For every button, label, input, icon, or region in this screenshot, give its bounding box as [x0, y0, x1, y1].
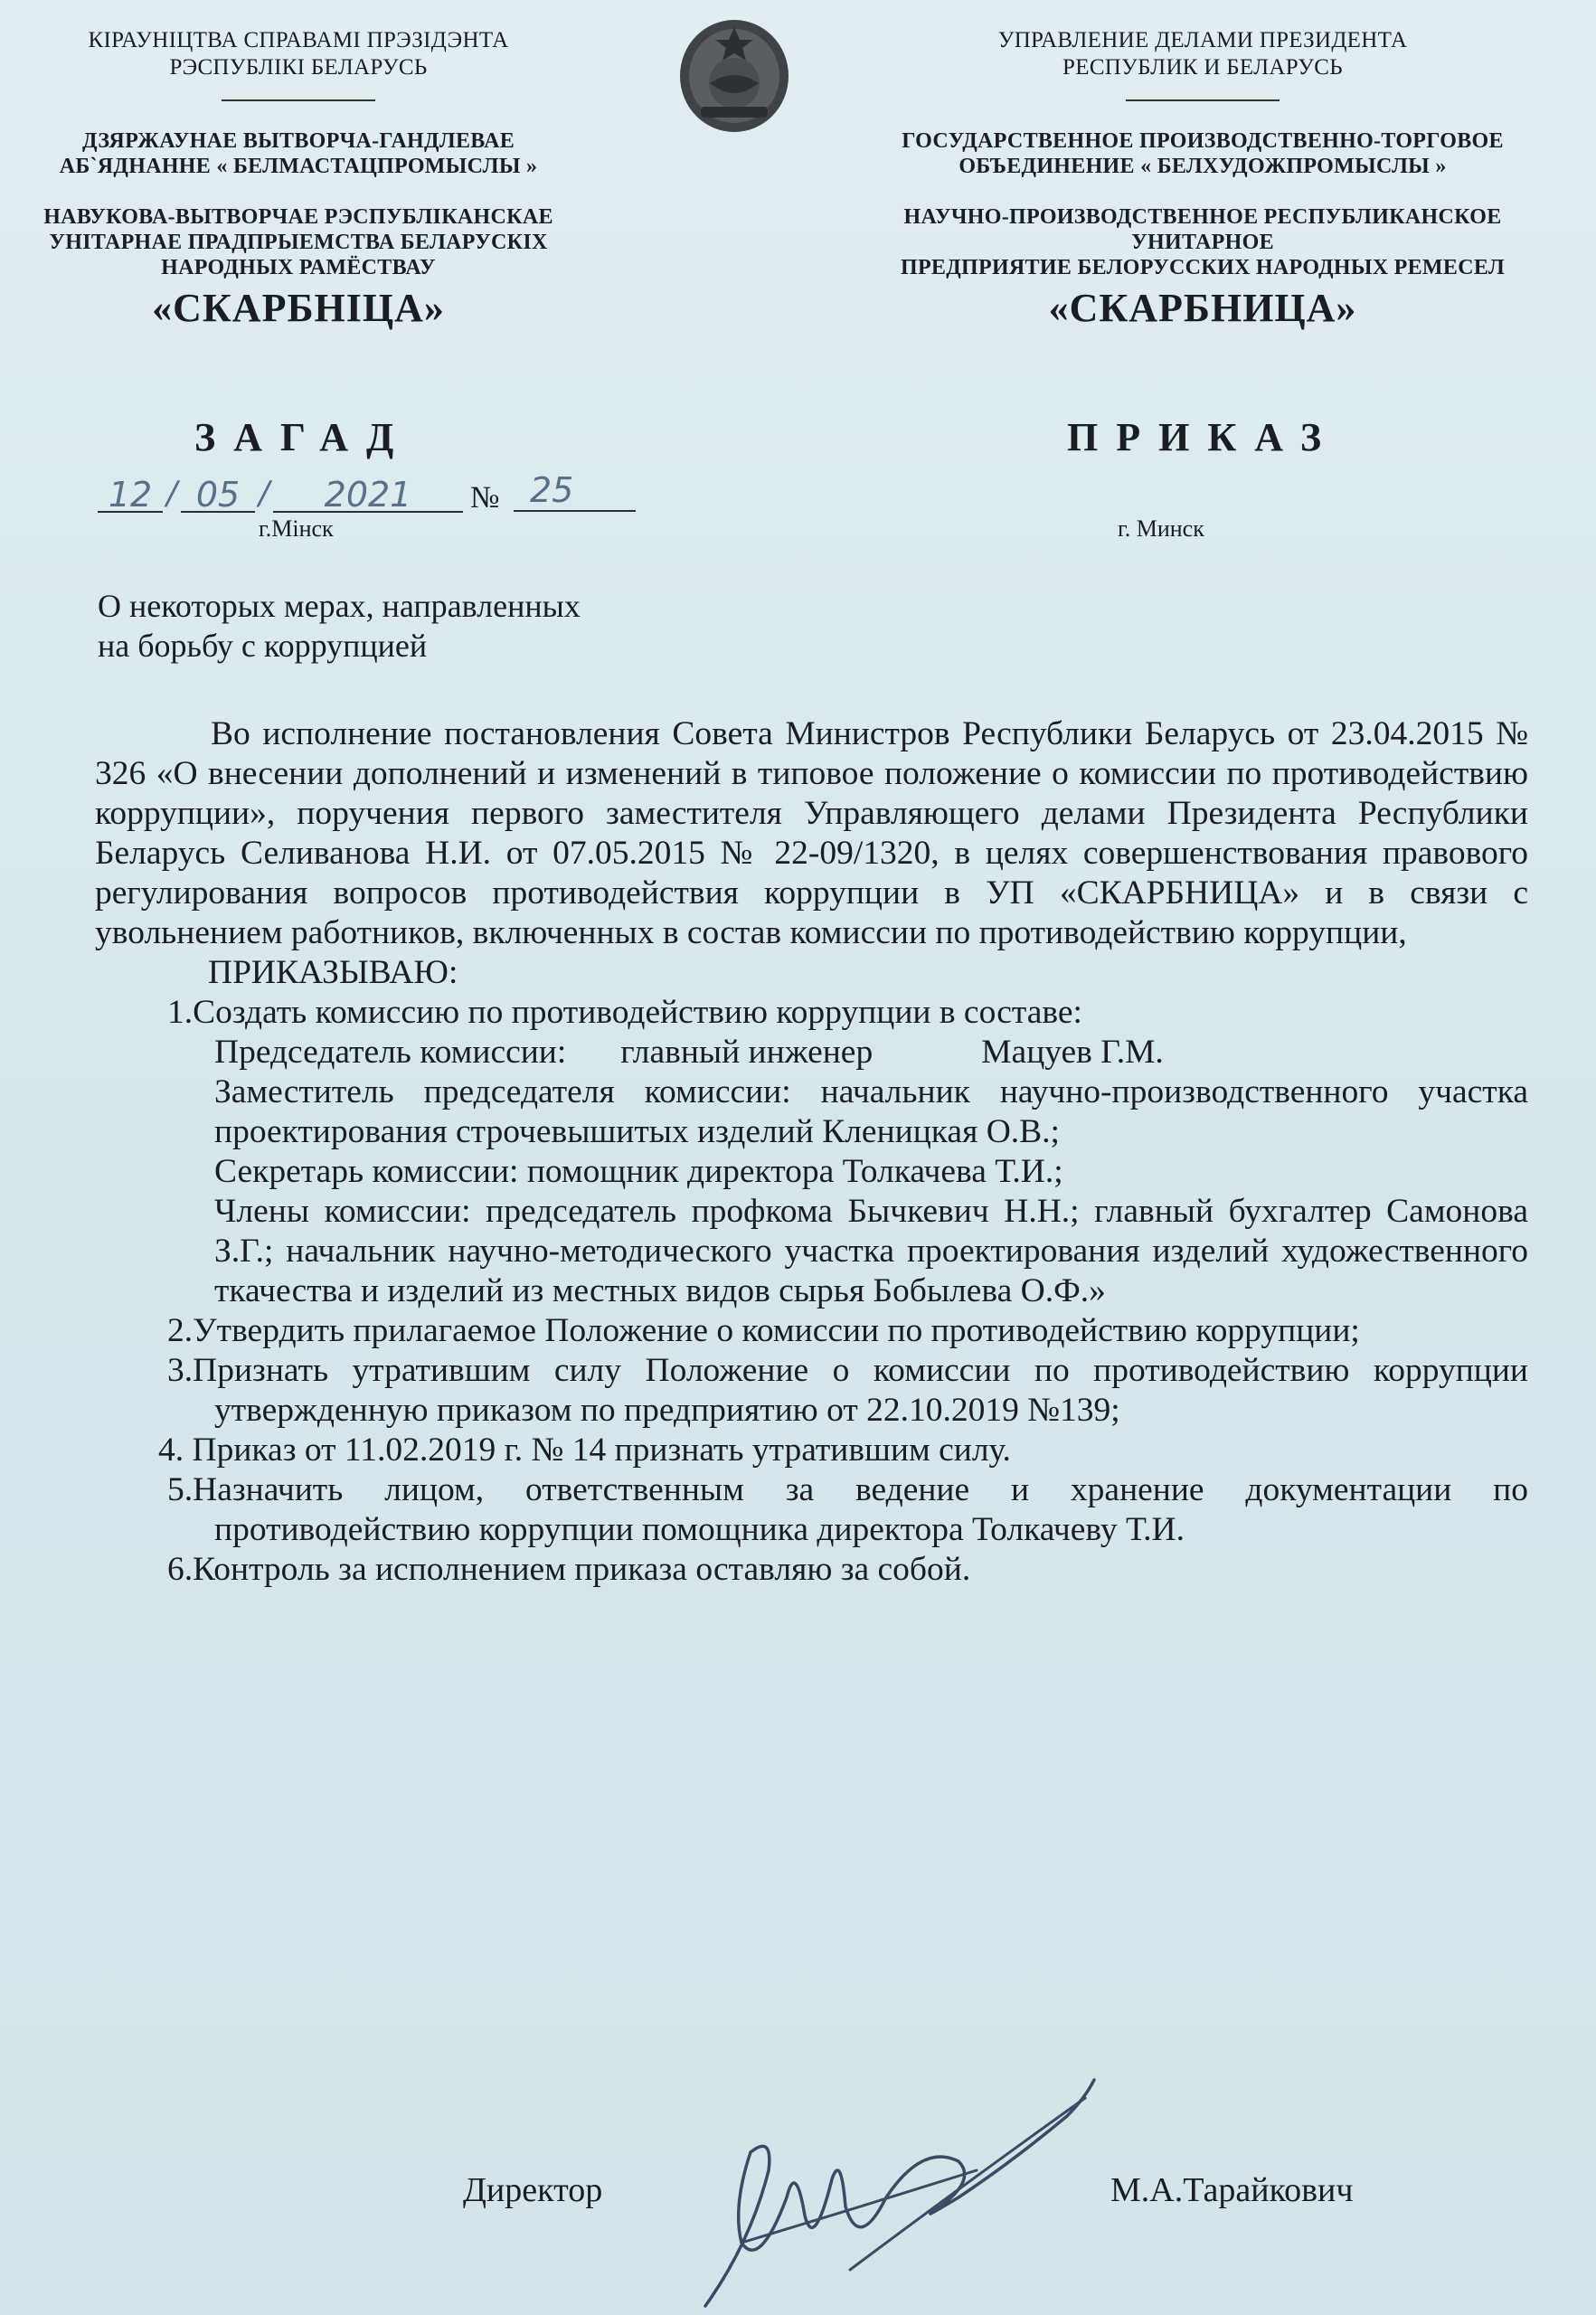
members-line: Члены комиссии: председатель профкома Бычкевич Н.Н.; главный бухгалтер Самонова З.Г.; начальник научно-методического участка проектирования изделий художественного ткачества и изделий из местных видов сырья Бобылева О.Ф.» [214, 1193, 1528, 1309]
header-rule [1126, 99, 1280, 101]
brand-ru: «СКАРБНИЦА» [1048, 286, 1357, 330]
enterprise-ru-l1: НАУЧНО-ПРОИЗВОДСТВЕННОЕ РЕСПУБЛИКАНСКОЕ [903, 205, 1502, 229]
signatory-name: М.А.Тарайкович [1110, 2171, 1354, 2209]
ministry-by-l1: КІРАУНІЦТВА СПРАВАМІ ПРЭЗІДЭНТА [88, 28, 509, 52]
subject-line-1: О некоторых мерах, направленных [98, 588, 581, 624]
header-left [0, 27, 597, 331]
order-item-4: 4. Приказ от 11.02.2019 г. № 14 признать утратившим силу. [158, 1432, 1011, 1469]
order-item-2: 2.Утвердить прилагаемое Положение о комиссии по противодействию коррупции; [167, 1312, 1360, 1349]
date-year: 2021 [273, 475, 463, 513]
chair-name: Мацуев Г.М. [981, 1034, 1164, 1071]
signatory-title: Директор [463, 2171, 603, 2209]
enterprise-by [0, 204, 597, 280]
date-month: 05 [181, 475, 255, 513]
association-by [0, 128, 597, 179]
enterprise-by-l1: НАВУКОВА-ВЫТВОРЧАЕ РЭСПУБЛІКАНСКАЕ [43, 205, 553, 229]
enterprise-ru-l2: УНИТАРНОЕ [1131, 231, 1274, 254]
header-right [814, 27, 1591, 331]
order-number: 25 [514, 470, 636, 512]
association-by-l2: АБ`ЯДНАННЕ « БЕЛМАСТАЦПРОМЫСЛЫ » [59, 155, 538, 178]
chair-line [95, 1033, 1528, 1072]
enterprise-by-l2: УНІТАРНАЕ ПРАДПРЫЕМСТВА БЕЛАРУСКІХ [49, 231, 548, 254]
number-label: № [470, 481, 500, 515]
association-ru [814, 128, 1591, 179]
ministry-ru-l1: УПРАВЛЕНИЕ ДЕЛАМИ ПРЕЗИДЕНТА [997, 28, 1408, 52]
date-sep-2: / [259, 475, 270, 512]
city-ru: г. Минск [1118, 515, 1204, 542]
order-word: ПРИКАЗЫВАЮ: [208, 954, 458, 991]
preamble: Во исполнение постановления Совета Министров Республики Беларусь от 23.04.2015 № 326 «О внесении дополнений и изменений в типовое положение о комиссии по противодействию коррупции», поручения первого заместителя Управляющего делами Президента Республики Беларусь Селиванова Н.И. от 07.05.2015 № 22-09/1320, в целях совершенствования правового регулирования вопросов противодействия коррупции в УП «СКАРБНИЦА» и в связи с увольнением работников, включенных в состав комиссии по противодействию коррупции, [95, 715, 1528, 951]
brand-by: «СКАРБНІЦА» [152, 286, 445, 330]
date-day: 12 [98, 475, 163, 513]
city-by: г.Мінск [259, 515, 334, 542]
handwritten-signature [687, 2062, 1103, 2315]
state-emblem-icon [674, 13, 795, 134]
document-body [95, 714, 1528, 1590]
enterprise-ru [814, 204, 1591, 280]
association-ru-l2: ОБЪЕДИНЕНИЕ « БЕЛХУДОЖПРОМЫСЛЫ » [959, 155, 1447, 178]
order-item-5: 5.Назначить лицом, ответственным за ведение и хранение документации по противодействию коррупции помощника директора Толкачеву Т.И. [167, 1471, 1528, 1548]
order-item-3: 3.Признать утратившим силу Положение о комиссии по противодействию коррупции утвержденную приказом по предприятию от 22.10.2019 №139; [167, 1352, 1528, 1429]
chair-role: главный инженер [620, 1034, 874, 1071]
date-sep-1: / [166, 475, 178, 512]
order-item-6: 6.Контроль за исполнением приказа оставляю за собой. [167, 1551, 971, 1588]
order-item-1: 1.Создать комиссию по противодействию коррупции в составе: [167, 994, 1082, 1031]
deputy-line: Заместитель председателя комиссии: начальник научно-производственного участка проектирования строчевышитых изделий Кленицкая О.В.; [214, 1073, 1528, 1150]
association-by-l1: ДЗЯРЖАУНАЕ ВЫТВОРЧА-ГАНДЛЕВАЕ [81, 129, 515, 153]
header-rule [222, 99, 375, 101]
secretary-line: Секретарь комиссии: помощник директора Толкачева Т.И.; [214, 1153, 1063, 1190]
doc-type-by: ЗАГАД [194, 415, 412, 459]
ministry-ru-l2: РЕСПУБЛИК И БЕЛАРУСЬ [1062, 55, 1343, 80]
association-ru-l1: ГОСУДАРСТВЕННОЕ ПРОИЗВОДСТВЕННО-ТОРГОВОЕ [902, 129, 1504, 153]
chair-label: Председатель комиссии: [214, 1034, 567, 1071]
enterprise-by-l3: НАРОДНЫХ РАМЁСТВАУ [161, 256, 436, 279]
subject-line-2: на борьбу с коррупцией [98, 628, 428, 664]
doc-type-ru: ПРИКАЗ [1067, 415, 1340, 459]
ministry-by-l2: РЭСПУБЛІКІ БЕЛАРУСЬ [169, 55, 428, 80]
subject [98, 586, 581, 666]
enterprise-ru-l3: ПРЕДПРИЯТИЕ БЕЛОРУССКИХ НАРОДНЫХ РЕМЕСЕЛ [900, 256, 1505, 279]
